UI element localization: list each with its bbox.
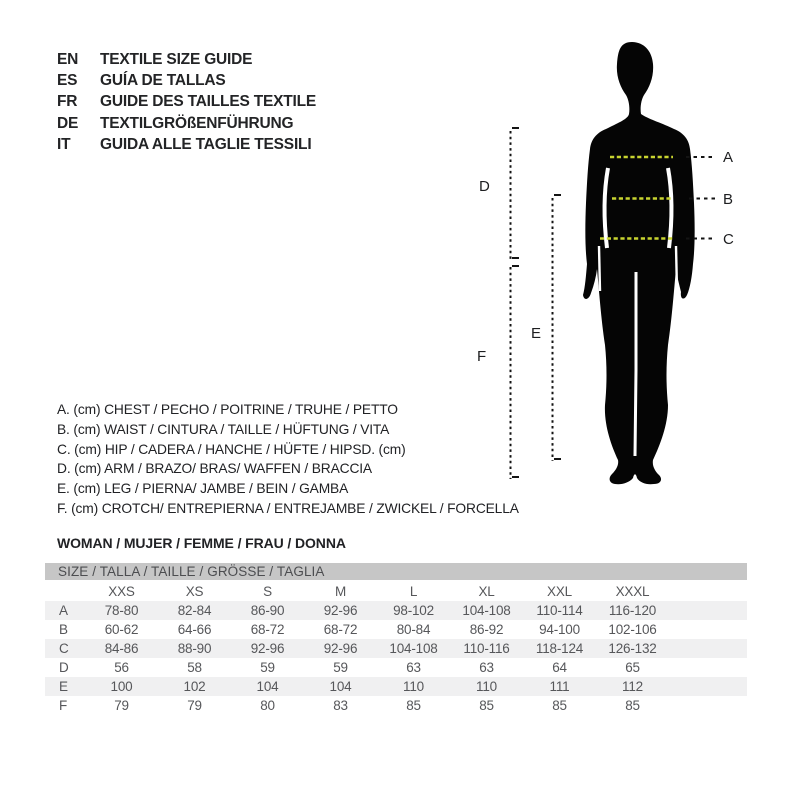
size-value-cell: 85 — [479, 698, 494, 713]
size-table-row — [45, 601, 747, 620]
hip-marker-label: C — [723, 231, 734, 248]
language-code: DE — [57, 114, 79, 132]
size-value-cell: 98-102 — [393, 603, 434, 618]
size-value-cell: 92-96 — [323, 641, 358, 656]
gender-line: WOMAN / MUJER / FEMME / FRAU / DONNA — [57, 535, 346, 551]
size-value-cell: 78-80 — [104, 603, 139, 618]
size-value-cell: 116-120 — [608, 603, 657, 618]
size-column-header: XXL — [547, 583, 572, 599]
size-value-cell: 79 — [114, 698, 129, 713]
hand-gap-left — [599, 246, 600, 291]
size-value-cell: 94-100 — [539, 622, 580, 637]
size-value-cell: 63 — [479, 660, 494, 675]
language-code: EN — [57, 50, 79, 68]
row-label: E — [59, 679, 69, 694]
size-value-cell: 60-62 — [104, 622, 139, 637]
size-table-row — [45, 677, 747, 696]
size-value-cell: 110 — [403, 679, 424, 694]
size-value-cell: 102-106 — [608, 622, 657, 637]
language-row — [57, 113, 316, 134]
size-value-cell: 64-66 — [177, 622, 212, 637]
hand-gap-right — [676, 246, 677, 291]
size-column-header: L — [409, 583, 418, 599]
row-label: B — [59, 622, 69, 637]
size-table — [45, 563, 747, 715]
language-code: IT — [57, 135, 71, 153]
guide-title: TEXTILGRÖßENFÜHRUNG — [100, 114, 294, 132]
legend-line: B. (cm) WAIST / CINTURA / TAILLE / HÜFTUNG / VITA — [57, 422, 390, 438]
row-label: D — [59, 660, 69, 675]
size-value-cell: 112 — [622, 679, 643, 694]
legend-line: D. (cm) ARM / BRAZO/ BRAS/ WAFFEN / BRACCIA — [57, 461, 372, 477]
size-value-cell: 86-90 — [250, 603, 285, 618]
language-row — [57, 134, 316, 155]
size-value-cell: 104 — [329, 679, 352, 694]
size-value-cell: 111 — [549, 679, 570, 694]
size-value-cell: 104 — [256, 679, 279, 694]
language-row — [57, 70, 316, 91]
size-value-cell: 84-86 — [104, 641, 139, 656]
size-value-cell: 110-116 — [463, 641, 510, 656]
language-code: FR — [57, 93, 78, 111]
language-code: ES — [57, 71, 78, 89]
size-value-cell: 92-96 — [250, 641, 285, 656]
size-value-cell: 82-84 — [177, 603, 212, 618]
guide-title: GUÍA DE TALLAS — [100, 71, 226, 89]
crotch-marker-label: F — [477, 348, 487, 365]
size-value-cell: 68-72 — [323, 622, 358, 637]
line-end-ticks — [512, 127, 561, 478]
size-value-cell: 88-90 — [177, 641, 212, 656]
size-value-cell: 65 — [625, 660, 640, 675]
legend-line: F. (cm) CROTCH/ ENTREPIERNA / ENTREJAMBE / ZWICKEL / FORCELLA — [57, 500, 519, 516]
size-table-title: SIZE / TALLA / TAILLE / GRÖSSE / TAGLIA — [45, 563, 747, 580]
language-row — [57, 49, 316, 70]
size-column-header: S — [263, 583, 272, 599]
arm-marker-label: D — [479, 178, 490, 195]
guide-title: GUIDE DES TAILLES TEXTILE — [100, 93, 317, 111]
waist-marker-label: B — [723, 191, 734, 208]
size-value-cell: 63 — [406, 660, 421, 675]
size-value-cell: 56 — [114, 660, 129, 675]
size-value-cell: 83 — [333, 698, 348, 713]
size-value-cell: 79 — [187, 698, 202, 713]
size-value-cell: 100 — [110, 679, 133, 694]
size-value-cell: 58 — [187, 660, 202, 675]
size-column-header: XL — [478, 583, 495, 599]
size-value-cell: 86-92 — [469, 622, 504, 637]
size-value-cell: 110-114 — [536, 603, 583, 618]
size-value-cell: 104-108 — [462, 603, 511, 618]
size-value-cell: 64 — [552, 660, 567, 675]
size-column-header: M — [334, 583, 347, 599]
size-table-row — [45, 639, 747, 658]
measurement-legend — [57, 400, 519, 518]
size-value-cell: 102 — [183, 679, 206, 694]
size-value-cell: 85 — [552, 698, 567, 713]
size-value-cell: 59 — [260, 660, 275, 675]
size-value-cell: 80-84 — [396, 622, 431, 637]
row-label: F — [59, 698, 68, 713]
size-value-cell: 104-108 — [389, 641, 438, 656]
leg-gap — [635, 272, 636, 456]
chest-marker-label: A — [723, 149, 734, 166]
size-value-cell: 85 — [625, 698, 640, 713]
size-value-cell: 68-72 — [250, 622, 285, 637]
guide-title: GUIDA ALLE TAGLIE TESSILI — [100, 135, 312, 153]
size-column-header: XS — [185, 583, 204, 599]
size-table-row — [45, 620, 747, 639]
leg-marker-label: E — [531, 325, 542, 342]
size-value-cell: 126-132 — [608, 641, 657, 656]
row-label: C — [59, 641, 69, 656]
size-column-header: XXXL — [615, 583, 650, 599]
size-value-cell: 118-124 — [535, 641, 584, 656]
size-table-row — [45, 658, 747, 677]
legend-line: C. (cm) HIP / CADERA / HANCHE / HÜFTE / HIPSD. (cm) — [57, 441, 406, 457]
row-label: A — [59, 603, 69, 618]
language-title-list — [57, 49, 316, 155]
language-row — [57, 92, 316, 113]
legend-line: E. (cm) LEG / PIERNA/ JAMBE / BEIN / GAMBA — [57, 481, 349, 497]
size-value-cell: 80 — [260, 698, 275, 713]
size-table-row — [45, 696, 747, 715]
size-value-cell: 59 — [333, 660, 348, 675]
size-column-header: XXS — [108, 583, 135, 599]
size-table-header-row — [45, 581, 747, 601]
size-table-body — [45, 581, 747, 715]
size-value-cell: 85 — [406, 698, 421, 713]
size-value-cell: 92-96 — [323, 603, 358, 618]
guide-title: TEXTILE SIZE GUIDE — [100, 50, 253, 68]
size-value-cell: 110 — [476, 679, 497, 694]
legend-line: A. (cm) CHEST / PECHO / POITRINE / TRUHE / PETTO — [57, 402, 398, 418]
